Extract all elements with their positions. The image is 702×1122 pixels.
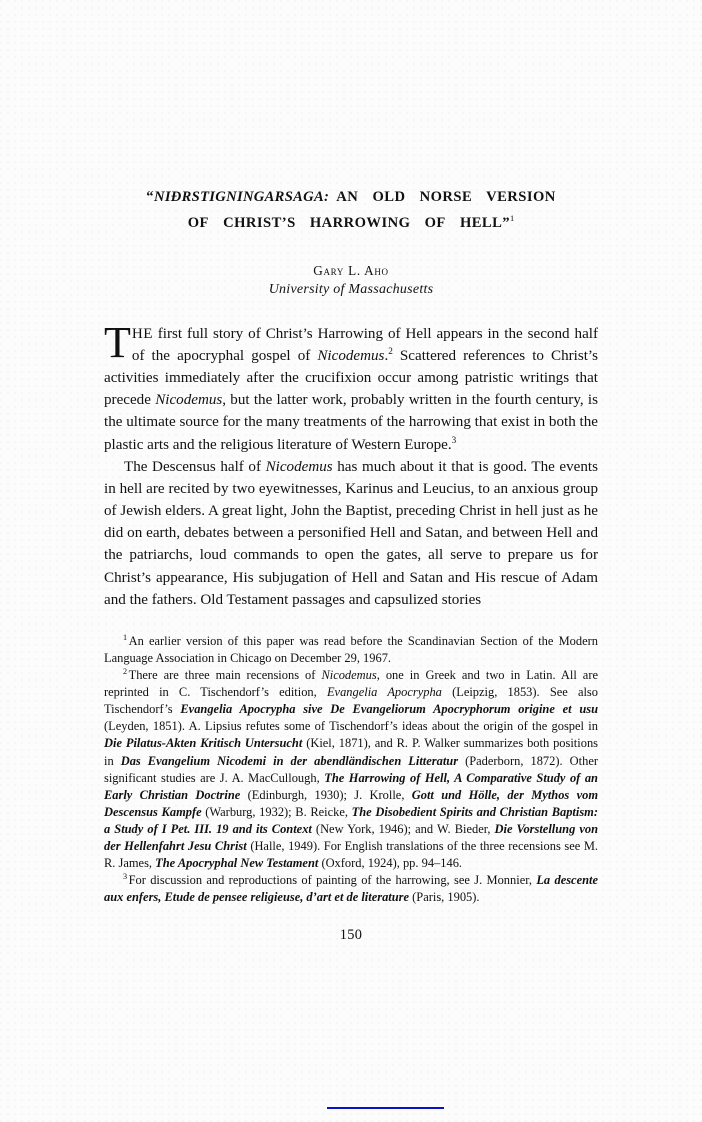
footnote-2-segment-2: , one in Greek and two in Latin. All are reprinted in C. Tischendorf’s edition, <box>104 668 598 700</box>
footnote-2-segment-1: Nicodemus <box>321 668 377 683</box>
p1-footnote-marker-2: 2 <box>388 345 393 356</box>
body-text <box>104 317 598 611</box>
p1-run-a: first full story of Christ’s Harrowing of Hell appears in the second half of the apocryphal gospel of <box>131 325 598 365</box>
footnote-marker-3: 3 <box>123 872 128 882</box>
footnote-2-segment-10: (Paderborn, 1872). Other significant studies are J. A. MacCullough, <box>104 753 598 785</box>
p2-run-b: has much about it that is good. The events in hell are recited by two eyewitnesses, Karinus and Leucius, to an anxious group of Jewish elders. A great light, John the Baptist, preceding Christ in hell just as he did on earth, debates between a personified Hell and Satan, and between Hell and the patriarchs, loud commands to open the gates, all serve to prepare us for Christ’s appearance, His subjugation of Hell and Satan and His rescue of Adam and the fathers. Old Testament passages and capsulized stories <box>104 458 598 608</box>
footnote-2 <box>104 667 598 872</box>
footnote-2-segment-6: (Leyden, 1851). A. Lipsius refutes some of Tischendorf’s ideas about the origin of the gospel in <box>104 719 598 734</box>
footnote-2-segment-20: (Oxford, 1924), pp. 94–146. <box>318 856 463 871</box>
footnote-2-segment-3: Evangelia Apocrypha <box>326 685 442 700</box>
footnote-2-segment-18: (Halle, 1949). For English translations of the three recensions see M. R. James, <box>104 839 598 871</box>
title-italic-term: NIÐRSTIGNINGARSAGA: <box>153 189 330 205</box>
footnote-1-segment-0: An earlier version of this paper was read before the Scandinavian Section of the Modern Language Association in Chicago on December 29, 1967. <box>104 633 598 665</box>
p1-run-b: . <box>384 348 389 365</box>
drop-cap: T <box>104 317 131 367</box>
footnote-3 <box>104 872 598 906</box>
page-number: 150 <box>339 927 363 944</box>
footnote-marker-2: 2 <box>123 666 128 676</box>
footnote-2-segment-8: (Kiel, 1871), and R. P. Walker summarizes both positions in <box>104 736 598 768</box>
footnote-2-segment-5: Evangelia Apocrypha sive De Evangeliorum Apocryphorum origine et usu <box>180 702 598 717</box>
footnote-2-segment-14: (Warburg, 1932); B. Reicke, <box>201 804 352 819</box>
footnote-1 <box>104 633 598 667</box>
article-title <box>104 186 598 234</box>
footnote-marker-1: 1 <box>123 632 128 642</box>
p1-italic-a: Nicodemus <box>317 348 385 365</box>
footnote-3-segment-0: For discussion and reproductions of painting of the harrowing, see J. Monnier, <box>128 873 537 888</box>
scan-artifact-rule <box>327 1107 444 1109</box>
footnote-2-segment-4: (Leipzig, 1853). See also Tischendorf’s <box>104 685 598 717</box>
footnote-2-segment-15: The Disobedient Spirits and Christian Baptism: a Study of I Pet. III. 19 and its Context <box>104 804 599 836</box>
footnote-list <box>104 633 598 907</box>
footnote-2-segment-0: There are three main recensions of <box>128 668 322 683</box>
footnote-2-segment-13: Gott und Hölle, der Mythos vom Descensus Kampfe <box>104 787 598 819</box>
footnote-2-segment-17: Die Vorstellung von der Hellenfahrt Jesu Christ <box>104 821 598 854</box>
p1-italic-b: Nicodemus <box>155 392 223 409</box>
footnote-3-segment-1: La descente aux enfers, Etude de pensee religieuse, d’art et de literature <box>104 873 598 905</box>
text-column <box>104 0 598 944</box>
footnote-2-segment-9: Das Evangelium Nicodemi in der abendländischen Litteratur <box>120 753 459 768</box>
p1-footnote-marker-3: 3 <box>451 434 457 445</box>
footnote-2-segment-19: The Apocryphal New Testament <box>155 856 319 871</box>
title-line-2: OF CHRIST’S HARROWING OF HELL”$^1$ <box>187 214 515 231</box>
footnote-2-segment-7: Die Pilatus-Akten Kritisch Untersucht <box>104 736 303 751</box>
opening-smallcaps: HE <box>131 325 153 342</box>
author-name: Gary L. Aho <box>313 262 389 278</box>
paragraph-2 <box>104 456 598 611</box>
paragraph-1 <box>104 317 598 456</box>
byline <box>104 262 598 299</box>
p1-run-c: Scattered references to Christ’s activities immediately after the crucifixion occur among patristic writings that precede <box>104 348 598 409</box>
footnote-2-segment-16: (New York, 1946); and W. Bieder, <box>311 821 495 836</box>
title-line-1: “NIÐRSTIGNINGARSAGA: AN OLD NORSE VERSION <box>146 189 556 205</box>
footnote-2-segment-12: (Edinburgh, 1930); J. Krolle, <box>240 787 412 802</box>
title-footnote-marker: 1 <box>510 214 515 223</box>
footnote-3-segment-2: (Paris, 1905). <box>409 890 480 905</box>
p2-run-a: The Descensus half of <box>124 458 266 475</box>
footnote-2-segment-11: The Harrowing of Hell, A Comparative Study of an Early Christian Doctrine <box>104 770 598 802</box>
author-affiliation: University of Massachusetts <box>268 281 434 297</box>
p2-italic-a: Nicodemus <box>265 458 333 475</box>
p1-run-d: , but the latter work, probably written in the fourth century, is the ultimate source for the many treatments of the harrowing that exist in both the plastic arts and the religious literature of Western Europe. <box>104 392 598 453</box>
